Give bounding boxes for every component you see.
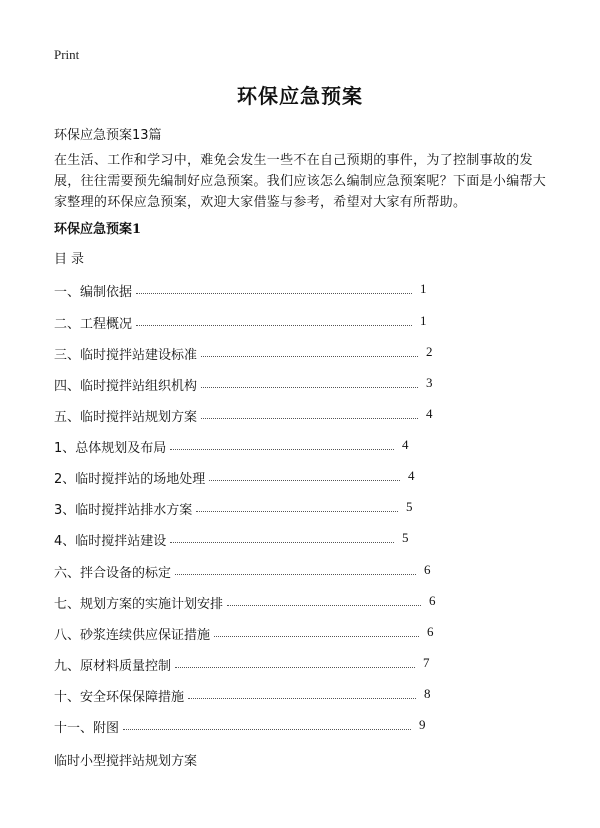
toc-entry[interactable] [54, 593, 443, 611]
toc-leader-dots [136, 325, 412, 326]
toc-entry[interactable] [54, 344, 440, 362]
toc-leader-dots [170, 542, 394, 543]
toc-entry[interactable] [54, 281, 434, 299]
toc-entry-page: 3 [426, 375, 433, 390]
toc-entry-page: 6 [424, 562, 431, 577]
document-subtitle: 环保应急预案13篇 [54, 128, 162, 143]
toc-entry[interactable] [54, 686, 438, 704]
toc-leader-dots [175, 667, 415, 668]
toc-entry-page: 5 [406, 499, 413, 514]
toc-entry-page: 7 [423, 655, 430, 670]
toc-entry-label: 九、原材料质量控制 [54, 655, 173, 673]
toc-entry-label: 4、临时搅拌站建设 [54, 530, 168, 548]
print-link[interactable]: Print [54, 47, 80, 62]
toc-entry[interactable] [54, 468, 422, 486]
toc-leader-dots [214, 636, 419, 637]
toc-leader-dots [136, 293, 412, 294]
toc-entry[interactable] [54, 313, 434, 331]
toc-leader-dots [201, 356, 418, 357]
document-title: 环保应急预案 [237, 84, 363, 108]
toc-entry[interactable] [54, 717, 433, 735]
toc-entry-label: 七、规划方案的实施计划安排 [54, 593, 225, 611]
toc-entry[interactable] [54, 406, 440, 424]
toc-entry-label: 一、编制依据 [54, 281, 134, 299]
toc-heading: 目录 [54, 252, 89, 267]
toc-entry-label: 十一、附图 [54, 717, 121, 735]
toc-leader-dots [196, 511, 398, 512]
toc-entry-page: 1 [420, 281, 427, 296]
toc-entry-label: 六、拌合设备的标定 [54, 562, 173, 580]
toc-entry-page: 1 [420, 313, 427, 328]
toc-entry-page: 5 [402, 530, 409, 545]
toc-leader-dots [170, 449, 394, 450]
toc-entry-page: 4 [426, 406, 433, 421]
toc-entry-label: 四、临时搅拌站组织机构 [54, 375, 199, 393]
toc-entry-page: 8 [424, 686, 431, 701]
toc-entry[interactable] [54, 562, 438, 580]
intro-paragraph: 在生活、工作和学习中，难免会发生一些不在自己预期的事件，为了控制事故的发展，往往需要预先编制好应急预案。我们应该怎么编制应急预案呢？下面是小编帮大家整理的环保应急预案，欢迎大家借鉴与参考，希望对大家有所帮助。 [54, 153, 547, 210]
toc-entry-label: 十、安全环保保障措施 [54, 686, 186, 704]
toc-entry-label: 3、临时搅拌站排水方案 [54, 499, 194, 517]
toc-leader-dots [209, 480, 400, 481]
toc-entry-page: 2 [426, 344, 433, 359]
toc-entry-page: 4 [408, 468, 415, 483]
toc-leader-dots [227, 605, 421, 606]
toc-entry[interactable] [54, 437, 416, 455]
toc-entry-label: 1、总体规划及布局 [54, 437, 168, 455]
toc-entry[interactable] [54, 530, 416, 548]
toc-entry-label: 五、临时搅拌站规划方案 [54, 406, 199, 424]
toc-entry-page: 4 [402, 437, 409, 452]
toc-entry[interactable] [54, 655, 437, 673]
section-heading: 环保应急预案1 [54, 222, 142, 237]
toc-entry-label: 二、工程概况 [54, 313, 134, 331]
toc-entry-page: 9 [419, 717, 426, 732]
toc-entry[interactable] [54, 375, 440, 393]
toc-entry-label: 八、砂浆连续供应保证措施 [54, 624, 212, 642]
toc-leader-dots [201, 418, 418, 419]
toc-leader-dots [123, 729, 411, 730]
toc-entry-page: 6 [429, 593, 436, 608]
toc-entry-page: 6 [427, 624, 434, 639]
trailing-text: 临时小型搅拌站规划方案 [54, 754, 198, 769]
toc-entry[interactable] [54, 624, 441, 642]
toc-entry[interactable] [54, 499, 420, 517]
toc-entry-label: 2、临时搅拌站的场地处理 [54, 468, 207, 486]
toc-entry-label: 三、临时搅拌站建设标准 [54, 344, 199, 362]
toc-leader-dots [188, 698, 416, 699]
toc-leader-dots [201, 387, 418, 388]
toc-leader-dots [175, 574, 416, 575]
